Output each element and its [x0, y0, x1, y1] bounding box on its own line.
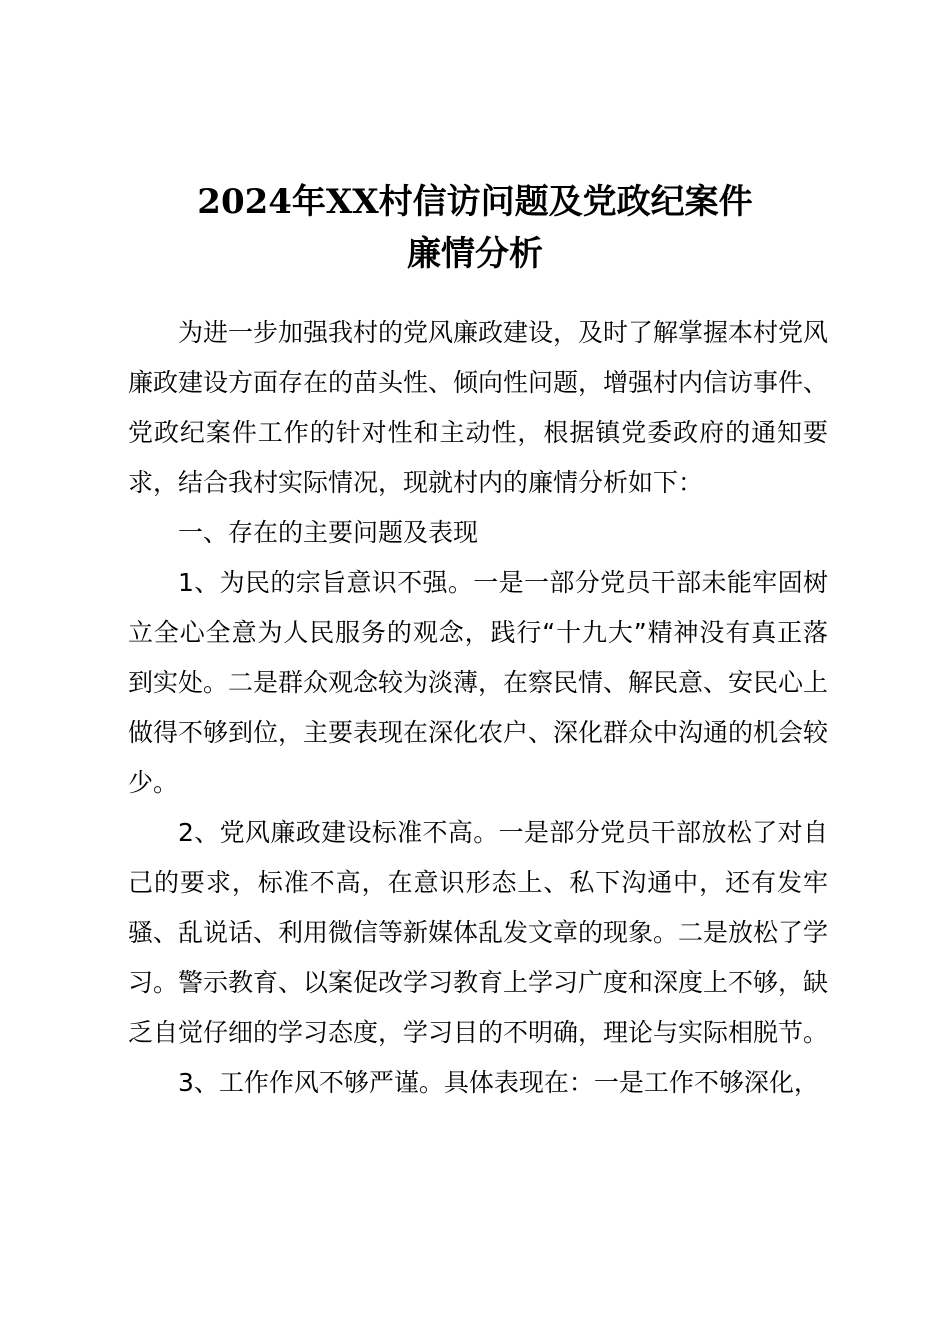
paragraph-item-1: 1、为民的宗旨意识不强。一是一部分党员干部未能牢固树立全心全意为人民服务的观念，践行“十九大”精神没有真正落到实处。二是群众观念较为淡薄，在察民情、解民意、安民心上做得不够到位，主要表现在深化农户、深化群众中沟通的机会较少。: [128, 568, 829, 797]
paragraph-intro: 为进一步加强我村的党风廉政建设，及时了解掌握本村党风廉政建设方面存在的苗头性、倾向性问题，增强村内信访事件、党政纪案件工作的针对性和主动性，根据镇党委政府的通知要求，结合我村实际情况，现就村内的廉情分析如下：: [128, 318, 829, 497]
document-body: [128, 308, 828, 1108]
section-heading-1: 一、存在的主要问题及表现: [178, 518, 479, 547]
paragraph-item-3: 3、工作作风不够严谨。具体表现在：一是工作不够深化，: [178, 1068, 819, 1097]
document-title-line-1: 2024年XX村信访问题及党政纪案件: [197, 182, 753, 222]
paragraph-item-2: 2、党风廉政建设标准不高。一是部分党员干部放松了对自己的要求，标准不高，在意识形态上、私下沟通中，还有发牢骚、乱说话、利用微信等新媒体乱发文章的现象。二是放松了学习。警示教育、以案促改学习教育上学习广度和深度上不够，缺乏自觉仔细的学习态度，学习目的不明确，理论与实际相脱节。: [128, 818, 829, 1047]
document-title-line-2: 廉情分析: [407, 234, 543, 274]
